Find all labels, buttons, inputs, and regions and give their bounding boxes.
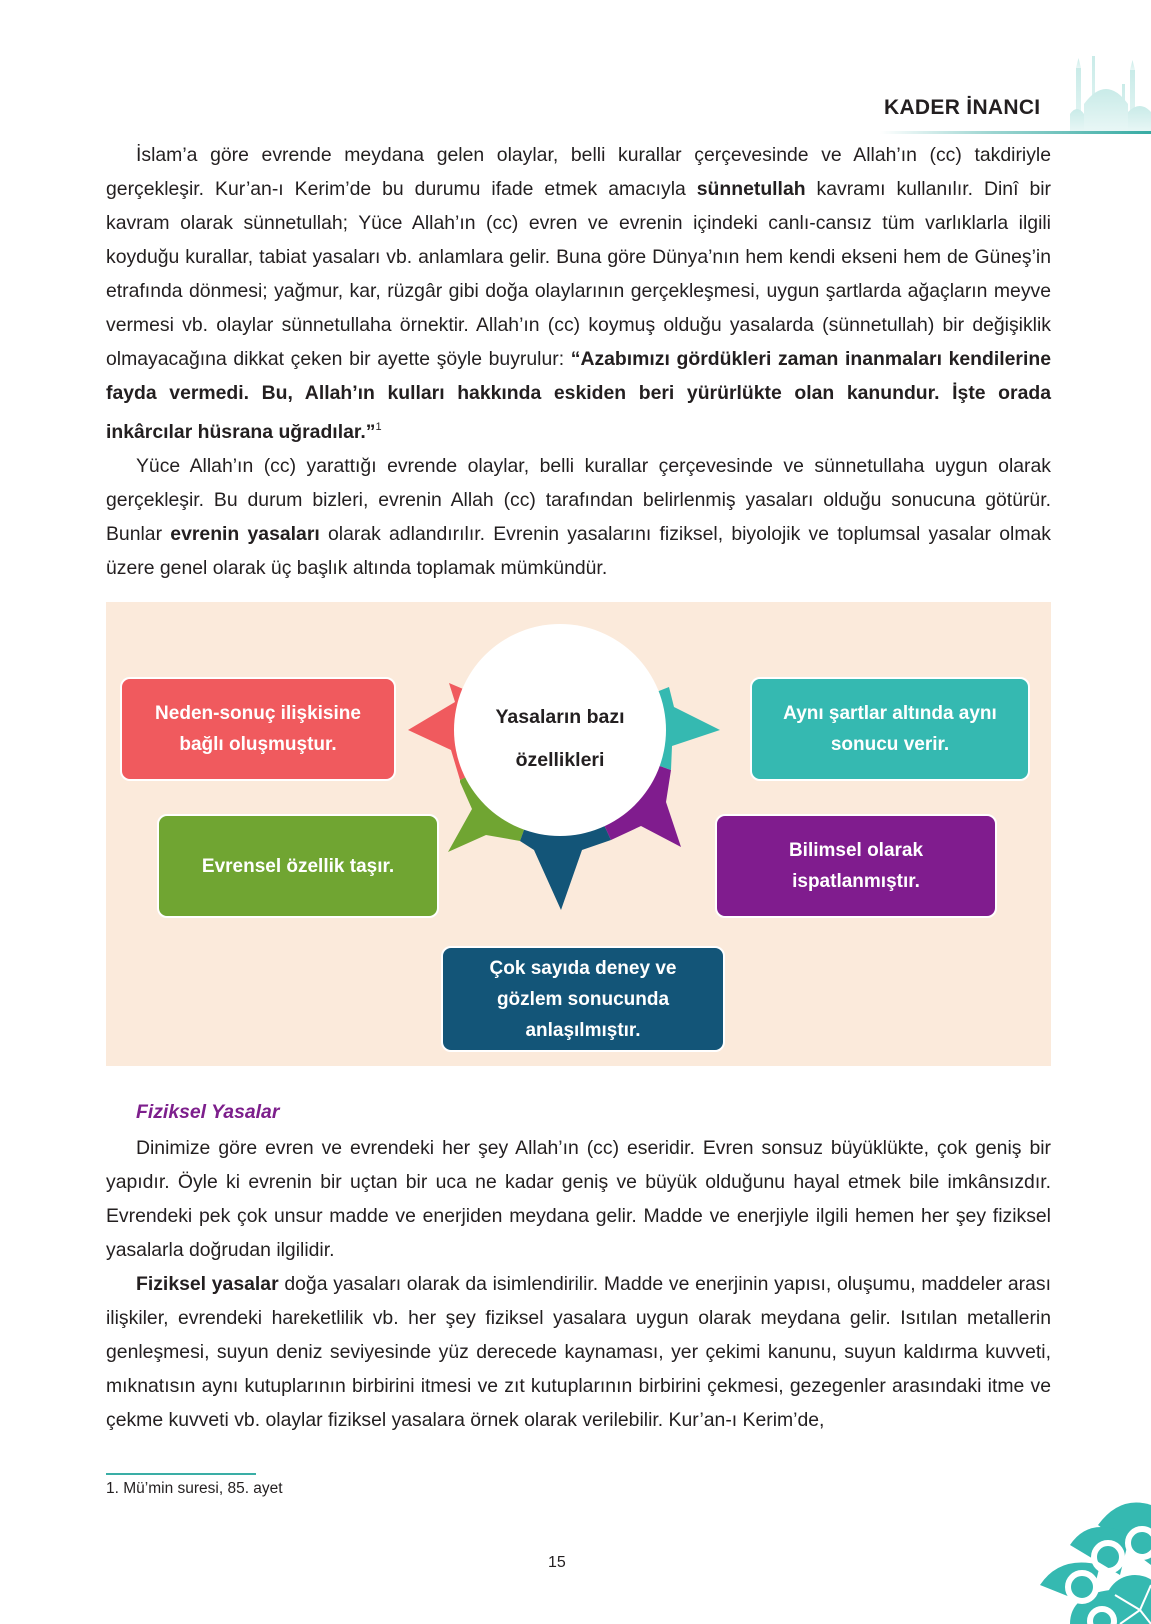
- intro-paragraph-1: İslam’a göre evrende meydana gelen olaylar, belli kurallar çerçevesinde ve Allah’ın (cc) takdiriyle gerçekleşir. Kur’an-ı Kerim’de bu durumu ifade etmek amacıyla sünnetullah kavramı kullanılır. Dinî bir kavram olarak sünnetullah; Yüce Allah’ın (cc) evren ve evrenin içindeki canlı-cansız tüm varlıklarla ilgili koyduğu kurallar, tabiat yasaları vb. anlamlara gelir. Buna göre Dünya’nın hem kendi ekseni hem de Güneş’in etrafında dönmesi; yağmur, kar, rüzgâr gibi doğa olaylarının gerçekleşmesi, uygun şartlarda ağaçların meyve vermesi vb. olaylar sünnetullaha örnektir. Allah’ın (cc) koymuş olduğu yasalarda (sünnetullah) bir değişiklik olmayacağına dikkat çeken bir ayette şöyle buyrulur: “Azabımızı gördükleri zaman inanmaları kendilerine fayda vermedi. Bu, Allah’ın kulları hakkında eskiden beri yürürlükte olan kanundur. İşte orada inkârcılar hüsrana uğradılar.”$^1$: [106, 144, 1051, 443]
- property-box-cause-effect: Neden-sonuç ilişkisine bağlı oluşmuştur.: [120, 677, 396, 781]
- footnote-ref[interactable]: 1: [375, 421, 382, 433]
- term-sunnetullah: sünnetullah: [696, 178, 806, 200]
- chapter-title: KADER İNANCI: [884, 96, 1041, 119]
- section-text: [106, 1131, 1051, 1437]
- property-box-same-conditions: Aynı şartlar altında aynı sonucu verir.: [750, 677, 1030, 781]
- laws-properties-diagram: [106, 602, 1051, 1066]
- footnote: 1. Mü’min suresi, 85. ayet: [106, 1480, 283, 1497]
- header-divider: [880, 131, 1151, 134]
- diagram-center-label: Yasaların bazı özellikleri: [495, 706, 625, 771]
- property-box-universal: Evrensel özellik taşır.: [157, 814, 439, 918]
- intro-paragraph-2: Yüce Allah’ın (cc) yarattığı evrende olaylar, belli kurallar çerçevesinde ve sünnetullaha uygun olarak gerçekleşir. Bu durum bizleri, evrenin Allah (cc) tarafından belirlenmiş yasaları olduğu sonucuna götürür. Bunlar evrenin yasaları olarak adlandırılır. Evrenin yasalarını fiziksel, biyolojik ve toplumsal yasalar olmak üzere genel olarak üç başlık altında toplamak mümkündür.: [106, 455, 1051, 579]
- mosque-silhouette-icon: [1070, 56, 1151, 132]
- intro-text: [106, 138, 1051, 585]
- section-paragraph-1: Dinimize göre evren ve evrendeki her şey Allah’ın (cc) eseridir. Evren sonsuz büyüklükte, çok geniş bir yapıdır. Öyle ki evrenin bir uçtan bir uca ne kadar geniş ve büyük olduğunu hayal etmek bile imkânsızdır. Evrendeki pek çok unsur madde ve enerjiden meydana gelir. Madde ve enerjiyle ilgili hemen her şey fiziksel yasalarla doğrudan ilgilidir.: [106, 1137, 1051, 1261]
- property-box-experiments: Çok sayıda deney ve gözlem sonucunda anlaşılmıştır.: [441, 946, 725, 1052]
- term-evrenin-yasalari: evrenin yasaları: [170, 523, 320, 545]
- page-number: 15: [548, 1554, 566, 1571]
- footnote-divider: [106, 1473, 256, 1475]
- section-title: Fiziksel Yasalar: [136, 1101, 280, 1123]
- property-box-scientifically-proven: Bilimsel olarak ispatlanmıştır.: [715, 814, 997, 918]
- verse-quote: “Azabımızı gördükleri zaman inanmaları kendilerine fayda vermedi. Bu, Allah’ın kulları hakkında eskiden beri yürürlükte olan kanundur. İşte orada inkârcılar hüsrana uğradılar.”: [106, 348, 1051, 443]
- term-fiziksel-yasalar: Fiziksel yasalar: [136, 1273, 279, 1295]
- section-paragraph-2: Fiziksel yasalar doğa yasaları olarak da isimlendirilir. Madde ve enerjinin yapısı, oluşumu, maddeler arası ilişkiler, evrendeki hareketlilik vb. her şey fiziksel yasalara uygun olarak meydana gelir. Isıtılan metallerin genleşmesi, suyun deniz seviyesinde yüz derecede kaynaması, yer çekimi kanunu, suyun kaldırma kuvveti, mıknatısın aynı kutuplarının birbirini itmesi ve zıt kutuplarının birbirini çekmesi, gezegenler arasındaki itme ve çekme kuvveti vb. olaylar fiziksel yasalara örnek olarak verilebilir. Kur’an-ı Kerim’de,: [106, 1273, 1052, 1431]
- floral-ornament-icon: [1030, 1495, 1151, 1624]
